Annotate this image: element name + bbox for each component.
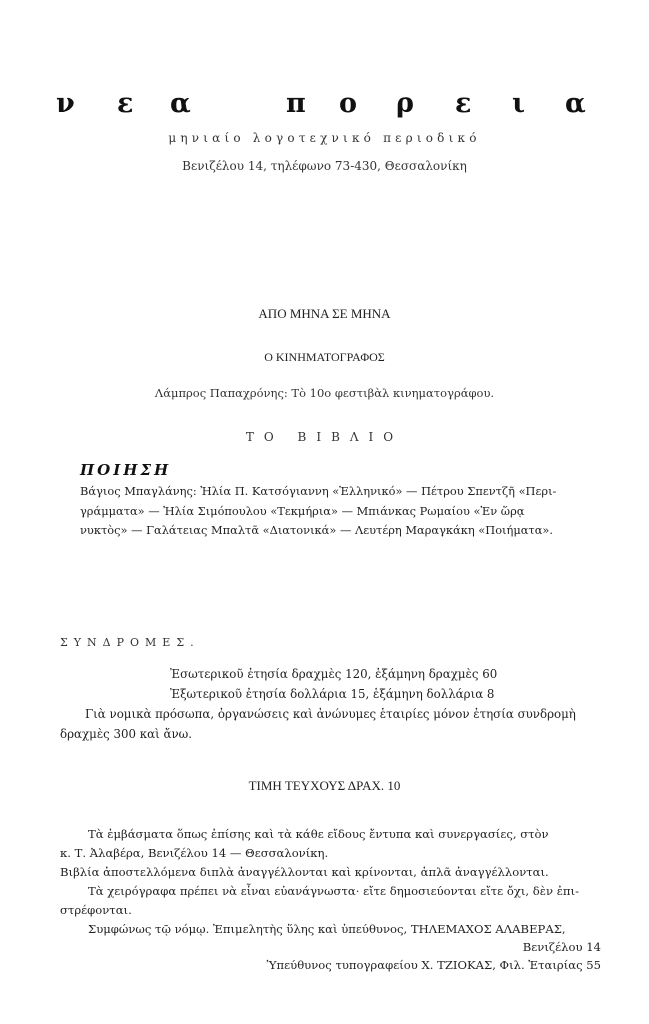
masthead-letter: ν <box>56 88 75 119</box>
book-section-heading: ΤΟ ΒΙΒΛΙΟ <box>245 430 404 444</box>
masthead-letter: π <box>286 88 306 119</box>
poetry-line: νυκτὸς» — Γαλάτειας Μπαλτᾶ «Διατονικά» — Λευτέρη Μαραγκάκη «Ποιήματα». <box>80 523 554 537</box>
notice-remittances-cont: κ. Τ. Ἀλαβέρα, Βενιζέλου 14 — Θεσσαλονίκη. <box>60 846 329 860</box>
masthead-letter: ι <box>512 88 526 119</box>
subscription-foreign: Ἐξωτερικοῦ ἐτησία δολλάρια 15, ἑξάμηνη δολλάρια 8 <box>170 687 495 701</box>
subtitle: μηνιαίο λογοτεχνικό περιοδικό <box>168 131 481 145</box>
notice-books: Βιβλία ἀποστελλόμενα διπλὰ ἀναγγέλλονται καὶ κρίνονται, ἁπλᾶ ἀναγγέλλονται. <box>60 865 549 879</box>
issue-price: ΤΙΜΗ ΤΕΥΧΟΥΣ ΔΡΑΧ. 10 <box>248 778 401 793</box>
masthead-letter: ρ <box>396 88 414 119</box>
subscription-legal-cont: δραχμὲς 300 καὶ ἄνω. <box>60 727 192 741</box>
cinema-heading: Ο ΚΙΝΗΜΑΤΟΓΡΑΦΟΣ <box>264 350 385 364</box>
notice-editor-address: Βενιζέλου 14 <box>522 940 601 954</box>
masthead-letter: ε <box>117 88 134 119</box>
notice-remittances: Τὰ ἐμβάσματα ὅπως ἐπίσης καὶ τὰ κάθε εἴδους ἔντυπα καὶ συνεργασίες, στὸν <box>88 827 549 841</box>
poetry-line: Βάγιος Μπαγλάνης: Ἠλία Π. Κατσόγιαννη «Ἑλληνικό» — Πέτρου Σπεντζῆ «Περι- <box>80 484 557 498</box>
poetry-title: ΠΟΙΗΣΗ <box>80 461 172 479</box>
notice-manuscripts-cont: στρέφονται. <box>60 903 132 917</box>
subscription-legal: Γιὰ νομικὰ πρόσωπα, ὀργανώσεις καὶ ἀνώνυμες ἑταιρίες μόνον ἐτησία συνδρομὴ <box>85 707 576 721</box>
address: Βενιζέλου 14, τηλέφωνο 73-430, Θεσσαλονίκη <box>182 159 467 173</box>
masthead-letter: ο <box>339 88 358 119</box>
notice-printer: Ὑπεύθυνος τυπογραφείου Χ. ΤΖΙΟΚΑΣ, Φιλ. Ἑταιρίας 55 <box>266 958 601 972</box>
cinema-entry: Λάμπρος Παπαχρόνης: Τὸ 10ο φεστιβὰλ κινηματογράφου. <box>154 386 495 400</box>
subscriptions-heading: ΣΥΝΔΡΟΜΕΣ. <box>60 636 200 649</box>
masthead-letter: α <box>170 88 191 119</box>
masthead-letter: ε <box>455 88 472 119</box>
notice-manuscripts: Τὰ χειρόγραφα πρέπει νὰ εἶναι εὐανάγνωστα· εἴτε δημοσιεύονται εἴτε ὄχι, δὲν ἐπι- <box>88 884 580 898</box>
notice-editor: Συμφώνως τῷ νόμῳ. Ἐπιμελητὴς ὕλης καὶ ὑπεύθυνος, ΤΗΛΕΜΑΧΟΣ ΑΛΑΒΕΡΑΣ, <box>88 922 566 936</box>
subscription-domestic: Ἐσωτερικοῦ ἐτησία δραχμὲς 120, ἑξάμηνη δραχμὲς 60 <box>170 667 498 681</box>
month-section-heading: ΑΠΟ ΜΗΝΑ ΣΕ ΜΗΝΑ <box>258 306 391 321</box>
poetry-line: γράμματα» — Ἠλία Σιμόπουλου «Τεκμήρια» — Μπιάνκας Ρωμαίου «Ἐν ὥρᾳ <box>80 504 525 518</box>
masthead-letter: α <box>565 88 586 119</box>
